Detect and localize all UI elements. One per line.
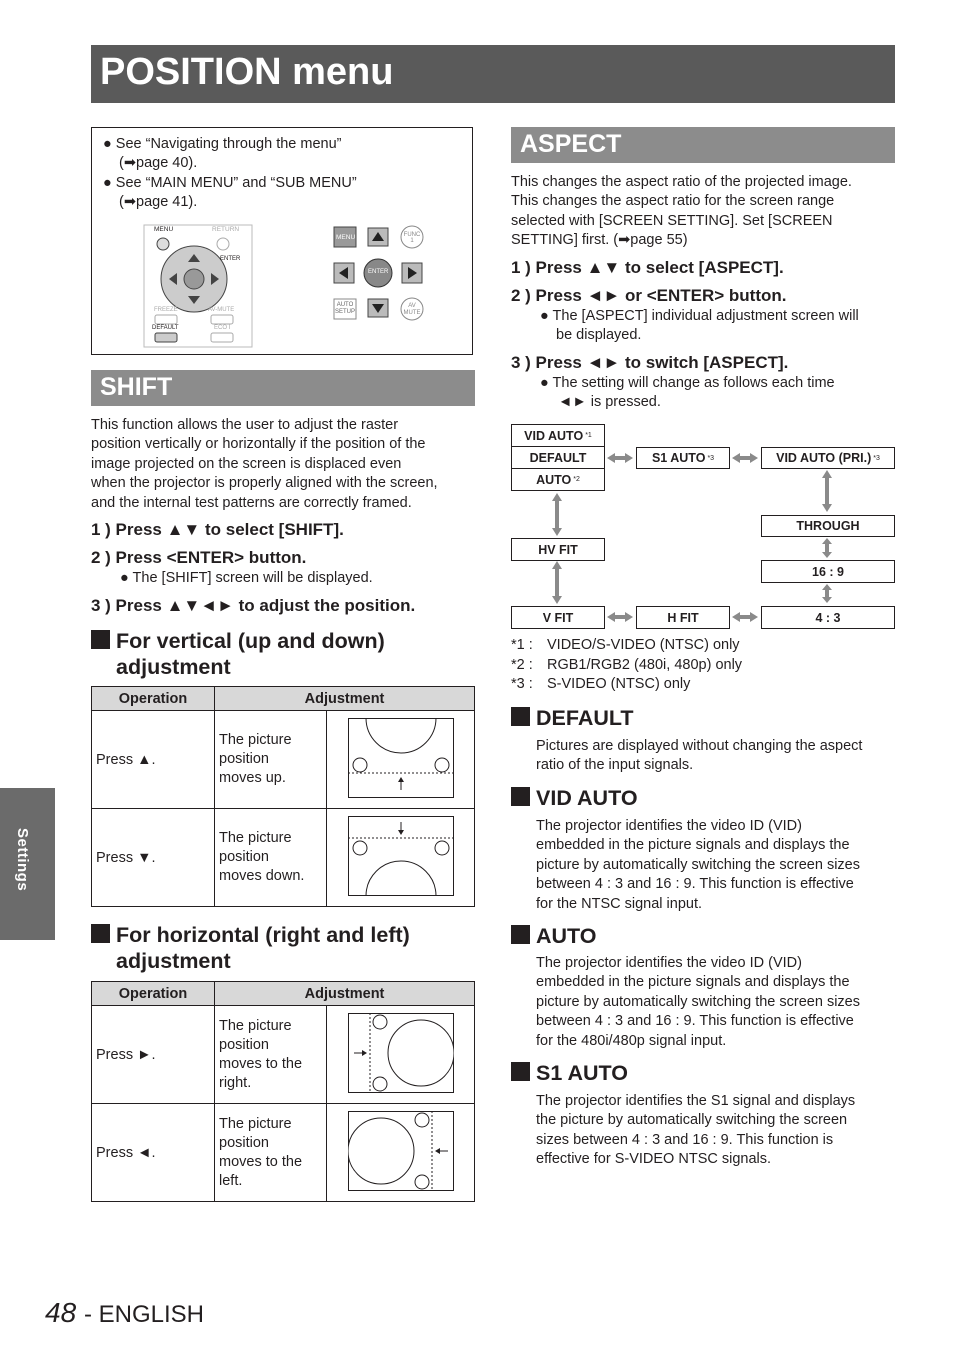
page-ref-icon: ➡ — [618, 232, 631, 249]
panel-autosetup-label: AUTO SETUP — [335, 302, 356, 315]
shift-step-3: 3 ) Press ▲▼◄► to adjust the position. — [91, 596, 416, 615]
flow-node-auto: AUTO *2 — [511, 468, 605, 491]
operation-cell: Press ►. — [92, 1006, 215, 1104]
auto-heading: AUTO — [511, 923, 597, 949]
operation-cell: Press ◄. — [92, 1104, 215, 1202]
aspect-step-2: 2 ) Press ◄► or <ENTER> button. — [511, 286, 787, 305]
s1-auto-heading: S1 AUTO — [511, 1060, 628, 1086]
remote-return-label: RETURN — [212, 226, 240, 233]
panel-enter-label: ENTER — [368, 269, 389, 275]
flow-node-vid-auto-pri: VID AUTO (PRI.) *3 — [761, 447, 895, 469]
adjustment-diagram-left — [327, 1104, 475, 1202]
panel-func-label: FUNC 1 — [403, 232, 421, 244]
shift-step-2-note: ● The [SHIFT] screen will be displayed. — [120, 570, 373, 586]
table-header-operation: Operation — [92, 982, 215, 1006]
page-language: - ENGLISH — [83, 1301, 204, 1328]
page-number: 48 — [45, 1297, 77, 1328]
remote-enter-label: ENTER — [220, 256, 241, 262]
table-row — [92, 711, 475, 809]
flow-node-h-fit: H FIT — [636, 606, 730, 629]
default-heading: DEFAULT — [511, 705, 634, 731]
navigation-info-box — [91, 127, 473, 355]
page-title-bar — [91, 45, 895, 103]
table-row — [92, 809, 475, 907]
shift-heading: SHIFT — [100, 373, 173, 401]
remote-eco-label: ECO I — [214, 325, 231, 331]
heading-square-icon — [511, 707, 530, 726]
adjustment-diagram-right — [327, 1006, 475, 1104]
heading-square-icon — [511, 1062, 530, 1081]
aspect-step-3-note: ● The setting will change as follows each time ◄► is pressed. — [540, 375, 835, 410]
adjustment-diagram-up — [327, 711, 475, 809]
shift-intro: This function allows the user to adjust the raster position vertically or horizontally if the position of the image projected on the screen is displaced even when the projector is properly aligned with the screen, and the internal test patterns are correctly framed. — [91, 417, 438, 511]
table-header-adjustment: Adjustment — [215, 687, 475, 711]
operation-cell: Press ▼. — [92, 809, 215, 907]
panel-menu-label: MENU — [336, 234, 356, 241]
adjustment-desc: The picture position moves down. — [215, 809, 327, 907]
side-tab-label: Settings — [14, 828, 31, 892]
adjustment-diagram-down — [327, 809, 475, 907]
heading-square-icon — [511, 787, 530, 806]
aspect-footnotes: *1 : VIDEO/S-VIDEO (NTSC) only *2 : RGB1/RGB2 (480i, 480p) only *3 : S-VIDEO (NTSC) only — [511, 637, 743, 692]
flow-node-hv-fit: HV FIT — [511, 538, 605, 561]
side-tab — [0, 788, 55, 940]
page-title: POSITION menu — [100, 51, 394, 93]
heading-square-icon — [91, 924, 110, 943]
shift-step-1: 1 ) Press ▲▼ to select [SHIFT]. — [91, 520, 344, 539]
flow-node-16-9: 16 : 9 — [761, 560, 895, 583]
table-header-operation: Operation — [92, 687, 215, 711]
remote-menu-label: MENU — [154, 226, 174, 233]
default-desc: Pictures are displayed without changing the aspect ratio of the input signals. — [536, 738, 863, 774]
operation-cell: Press ▲. — [92, 711, 215, 809]
s1-auto-desc: The projector identifies the S1 signal and displays the picture by automatically switching the screen sizes between 4 : 3 and 16 : 9. This function is effective for S-VIDEO NTSC signals. — [536, 1093, 856, 1168]
aspect-section-bar — [511, 127, 895, 163]
shift-section-bar — [91, 370, 475, 406]
flow-node-v-fit: V FIT — [511, 606, 605, 629]
horizontal-adjustment-table — [91, 981, 475, 1202]
horizontal-adjustment-heading: For horizontal (right and left) adjustment — [91, 922, 481, 974]
vertical-adjustment-table — [91, 686, 475, 907]
flow-node-default: DEFAULT — [511, 446, 605, 469]
table-header-adjustment: Adjustment — [215, 982, 475, 1006]
nav-bullet-2: ● See “MAIN MENU” and “SUB MENU” (➡page 41). — [103, 175, 357, 210]
aspect-heading: ASPECT — [520, 130, 622, 158]
aspect-intro: This changes the aspect ratio of the projected image. This changes the aspect ratio for the screen range selected with [SCREEN SETTING]. Set [SCREEN SETTING] first. (➡page 55) — [511, 174, 852, 249]
aspect-step-3: 3 ) Press ◄► to switch [ASPECT]. — [511, 353, 789, 372]
vertical-adjustment-heading: For vertical (up and down) adjustment — [91, 628, 481, 680]
aspect-step-2-note: ● The [ASPECT] individual adjustment screen will be displayed. — [540, 308, 859, 343]
adjustment-desc: The picture position moves to the left. — [215, 1104, 327, 1202]
remote-freeze-label: FREEZE — [154, 307, 178, 313]
page-ref-icon: ➡ — [123, 194, 136, 210]
remote-avmute-label: AV-MUTE — [208, 307, 235, 313]
page-footer — [45, 1297, 204, 1329]
aspect-step-1: 1 ) Press ▲▼ to select [ASPECT]. — [511, 258, 784, 277]
heading-square-icon — [91, 630, 110, 649]
heading-square-icon — [511, 925, 530, 944]
page-ref-icon: ➡ — [123, 155, 136, 171]
table-row — [92, 1006, 475, 1104]
auto-desc: The projector identifies the video ID (VID) embedded in the picture signals and displays the picture by automatically switching the screen sizes between 4 : 3 and 16 : 9. This function is effective for the 480i/480p signal input. — [536, 955, 860, 1049]
vid-auto-heading: VID AUTO — [511, 785, 638, 811]
flow-node-vid-auto: VID AUTO *1 — [511, 424, 605, 447]
adjustment-desc: The picture position moves to the right. — [215, 1006, 327, 1104]
flow-node-4-3: 4 : 3 — [761, 606, 895, 629]
remote-default-label: DEFAULT — [152, 325, 179, 331]
flow-node-through: THROUGH — [761, 515, 895, 537]
adjustment-desc: The picture position moves up. — [215, 711, 327, 809]
vid-auto-desc: The projector identifies the video ID (VID) embedded in the picture signals and displays the picture by automatically switching the screen sizes between 4 : 3 and 16 : 9. This function is effective for the NTSC signal input. — [536, 818, 860, 912]
flow-node-s1-auto: S1 AUTO *3 — [636, 447, 730, 469]
table-row — [92, 1104, 475, 1202]
nav-bullet-1: ● See “Navigating through the menu” (➡page 40). — [103, 136, 342, 171]
panel-avmute-label: AV MUTE — [403, 303, 421, 316]
shift-step-2: 2 ) Press <ENTER> button. — [91, 548, 307, 567]
